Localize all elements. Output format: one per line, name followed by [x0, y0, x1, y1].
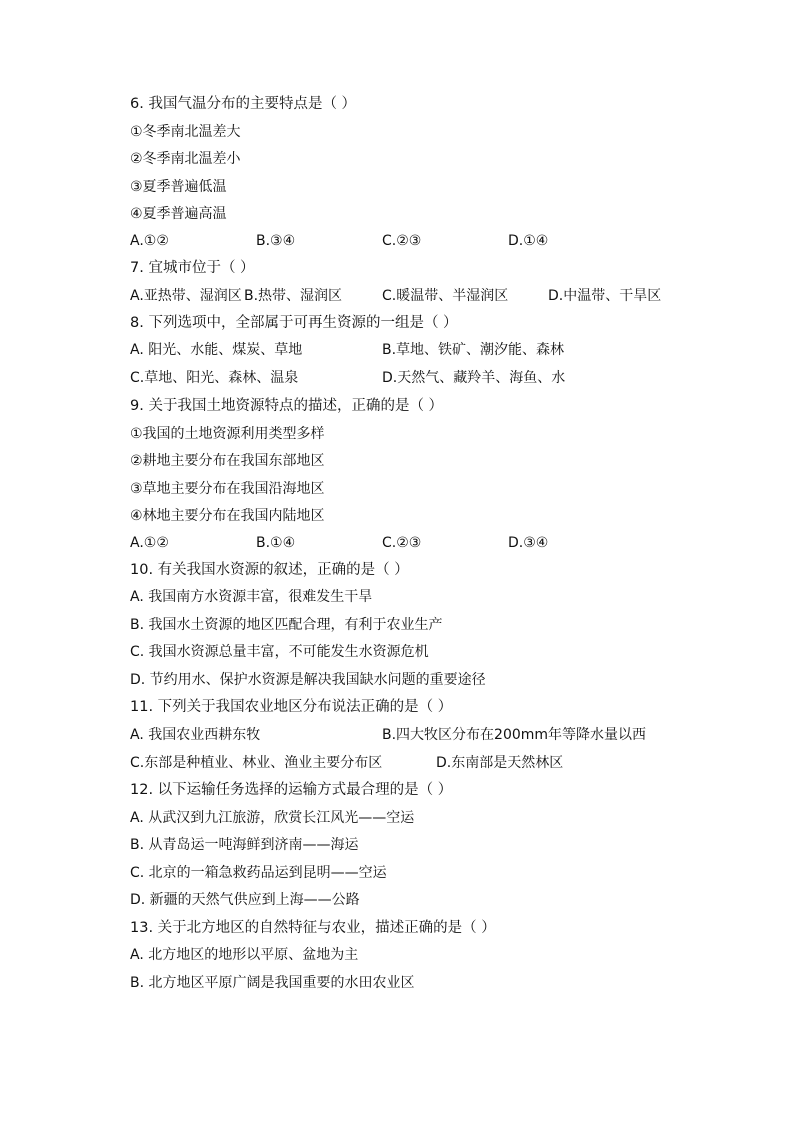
- question-12-option-a: A. 从武汉到九江旅游，欣赏长江风光——空运: [130, 810, 415, 826]
- question-7-option-b: B.热带、湿润区: [244, 288, 343, 304]
- question-9-stem: 9. 关于我国土地资源特点的描述，正确的是（ ）: [130, 398, 444, 414]
- question-9-option-b: B.①④: [256, 535, 296, 551]
- question-8-option-c: C.草地、阳光、森林、温泉: [130, 370, 299, 386]
- question-7-option-d: D.中温带、干旱区: [548, 288, 662, 304]
- question-7-option-a: A.亚热带、湿润区: [130, 288, 242, 304]
- question-6-item-3: ③夏季普遍低温: [130, 179, 227, 195]
- question-9-item-4: ④林地主要分布在我国内陆地区: [130, 508, 325, 524]
- question-6-item-1: ①冬季南北温差大: [130, 124, 241, 140]
- question-9-option-c: C.②③: [382, 535, 422, 551]
- question-11-option-c: C.东部是种植业、林业、渔业主要分布区: [130, 755, 383, 771]
- question-13-stem: 13. 关于北方地区的自然特征与农业，描述正确的是（ ）: [130, 920, 496, 936]
- question-6-option-b: B.③④: [256, 233, 296, 249]
- question-7-option-c: C.暖温带、半湿润区: [382, 288, 509, 304]
- question-6-item-2: ②冬季南北温差小: [130, 151, 241, 167]
- question-9-option-d: D.③④: [508, 535, 549, 551]
- question-10-option-c: C. 我国水资源总量丰富，不可能发生水资源危机: [130, 644, 429, 660]
- question-10-stem: 10. 有关我国水资源的叙述，正确的是（ ）: [130, 562, 409, 578]
- question-8-stem: 8. 下列选项中，全部属于可再生资源的一组是（ ）: [130, 315, 458, 331]
- question-8-option-a: A. 阳光、水能、煤炭、草地: [130, 342, 303, 358]
- question-12-option-c: C. 北京的一箱急救药品运到昆明——空运: [130, 865, 387, 881]
- question-6-option-a: A.①②: [130, 233, 169, 249]
- question-13-option-b: B. 北方地区平原广阔是我国重要的水田农业区: [130, 975, 415, 991]
- question-9-item-2: ②耕地主要分布在我国东部地区: [130, 453, 325, 469]
- question-10-option-d: D. 节约用水、保护水资源是解决我国缺水问题的重要途径: [130, 672, 486, 688]
- question-8-option-b: B.草地、铁矿、潮汐能、森林: [382, 342, 565, 358]
- question-8-option-d: D.天然气、藏羚羊、海鱼、水: [382, 370, 566, 386]
- question-6-option-d: D.①④: [508, 233, 549, 249]
- question-12-option-b: B. 从青岛运一吨海鲜到济南——海运: [130, 837, 359, 853]
- question-11-option-d: D.东南部是天然林区: [436, 755, 564, 771]
- question-11-option-b: B.四大牧区分布在200mm年等降水量以西: [382, 727, 647, 743]
- question-10-option-a: A. 我国南方水资源丰富，很难发生干旱: [130, 589, 373, 605]
- question-9-item-3: ③草地主要分布在我国沿海地区: [130, 481, 325, 497]
- question-12-option-d: D. 新疆的天然气供应到上海——公路: [130, 892, 360, 908]
- question-6-option-c: C.②③: [382, 233, 422, 249]
- question-13-option-a: A. 北方地区的地形以平原、盆地为主: [130, 947, 359, 963]
- question-7-stem: 7. 宜城市位于（ ）: [130, 260, 255, 276]
- question-9-option-a: A.①②: [130, 535, 169, 551]
- question-10-option-b: B. 我国水土资源的地区匹配合理，有利于农业生产: [130, 617, 443, 633]
- question-11-stem: 11. 下列关于我国农业地区分布说法正确的是（ ）: [130, 699, 453, 715]
- question-11-option-a: A. 我国农业西耕东牧: [130, 727, 261, 743]
- question-12-stem: 12. 以下运输任务选择的运输方式最合理的是（ ）: [130, 782, 453, 798]
- question-6-stem: 6. 我国气温分布的主要特点是（ ）: [130, 96, 357, 112]
- question-9-item-1: ①我国的土地资源利用类型多样: [130, 426, 325, 442]
- question-6-item-4: ④夏季普遍高温: [130, 206, 227, 222]
